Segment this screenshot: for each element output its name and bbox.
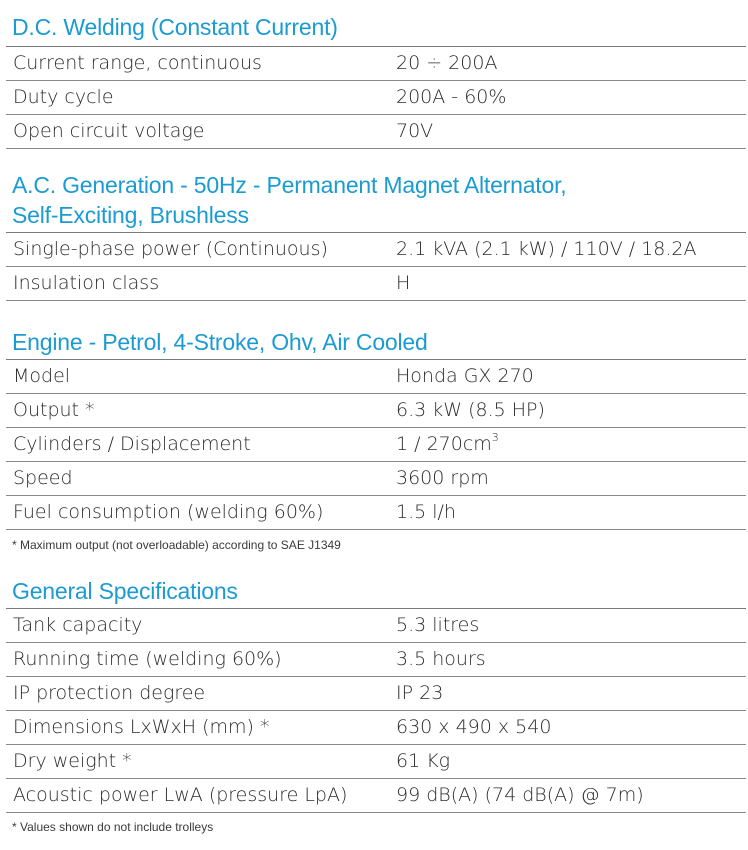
spec-label: Speed (13, 467, 73, 489)
spec-value: 70V (396, 120, 434, 142)
superscript: 3 (491, 431, 499, 444)
spec-value: 630 x 490 x 540 (396, 716, 552, 738)
spec-row (6, 779, 746, 813)
spec-label: IP protection degree (13, 682, 206, 704)
spec-value: 99 dB(A) (74 dB(A) @ 7m) (396, 784, 644, 806)
spec-value: 3.5 hours (396, 648, 486, 670)
spec-label: Model (13, 365, 71, 387)
spec-value: 1.5 l/h (396, 501, 456, 523)
spec-value: Honda GX 270 (396, 365, 534, 387)
spec-value: H (396, 272, 411, 294)
section-title: A.C. Generation - 50Hz - Permanent Magnet Alternator, Self-Exciting, Brushless (12, 172, 567, 228)
spec-label: Output * (13, 399, 95, 421)
section-title: D.C. Welding (Constant Current) (12, 14, 338, 40)
spec-row (6, 115, 746, 149)
spec-row (6, 428, 746, 462)
spec-value: 3600 rpm (396, 467, 489, 489)
spec-label: Open circuit voltage (13, 120, 205, 142)
spec-value: $1 / 270cm^3$ (396, 431, 499, 455)
spec-label: Tank capacity (13, 614, 143, 636)
spec-row (6, 360, 746, 394)
spec-row (6, 643, 746, 677)
spec-label: Dimensions LxWxH (mm) * (13, 716, 270, 738)
spec-row (6, 462, 746, 496)
spec-value: 20 ÷ 200A (396, 52, 498, 74)
spec-label: Single-phase power (Continuous) (13, 238, 328, 260)
spec-value: 200A - 60% (396, 86, 507, 108)
section-engine (0, 327, 748, 530)
spec-row (6, 233, 746, 267)
spec-row (6, 267, 746, 301)
spec-row (6, 677, 746, 711)
footnote: * Maximum output (not overloadable) according to SAE J1349 (12, 538, 341, 552)
spec-row (6, 47, 746, 81)
spec-row (6, 81, 746, 115)
section-dc-welding (0, 12, 748, 149)
spec-value: 6.3 kW (8.5 HP) (396, 399, 545, 421)
spec-row (6, 745, 746, 779)
spec-label: Acoustic power LwA (pressure LpA) (13, 784, 348, 806)
section-general (0, 576, 748, 813)
spec-label: Current range, continuous (13, 52, 262, 74)
footnote: * Values shown do not include trolleys (12, 820, 214, 834)
spec-row (6, 394, 746, 428)
spec-label: Running time (welding 60%) (13, 648, 282, 670)
spec-label: Cylinders / Displacement (13, 433, 251, 455)
spec-value: IP 23 (396, 682, 444, 704)
spec-label: Insulation class (13, 272, 160, 294)
section-title: Engine - Petrol, 4-Stroke, Ohv, Air Cooled (12, 329, 428, 355)
spec-row (6, 609, 746, 643)
spec-value: 2.1 kVA (2.1 kW) / 110V / 18.2A (396, 238, 697, 260)
spec-label: Dry weight * (13, 750, 132, 772)
section-ac-generation (0, 170, 748, 301)
spec-label: Duty cycle (13, 86, 114, 108)
section-title: General Specifications (12, 578, 238, 604)
spec-row (6, 496, 746, 530)
spec-value: 61 Kg (396, 750, 451, 772)
spec-row (6, 711, 746, 745)
spec-label: Fuel consumption (welding 60%) (13, 501, 324, 523)
spec-value: 5.3 litres (396, 614, 480, 636)
